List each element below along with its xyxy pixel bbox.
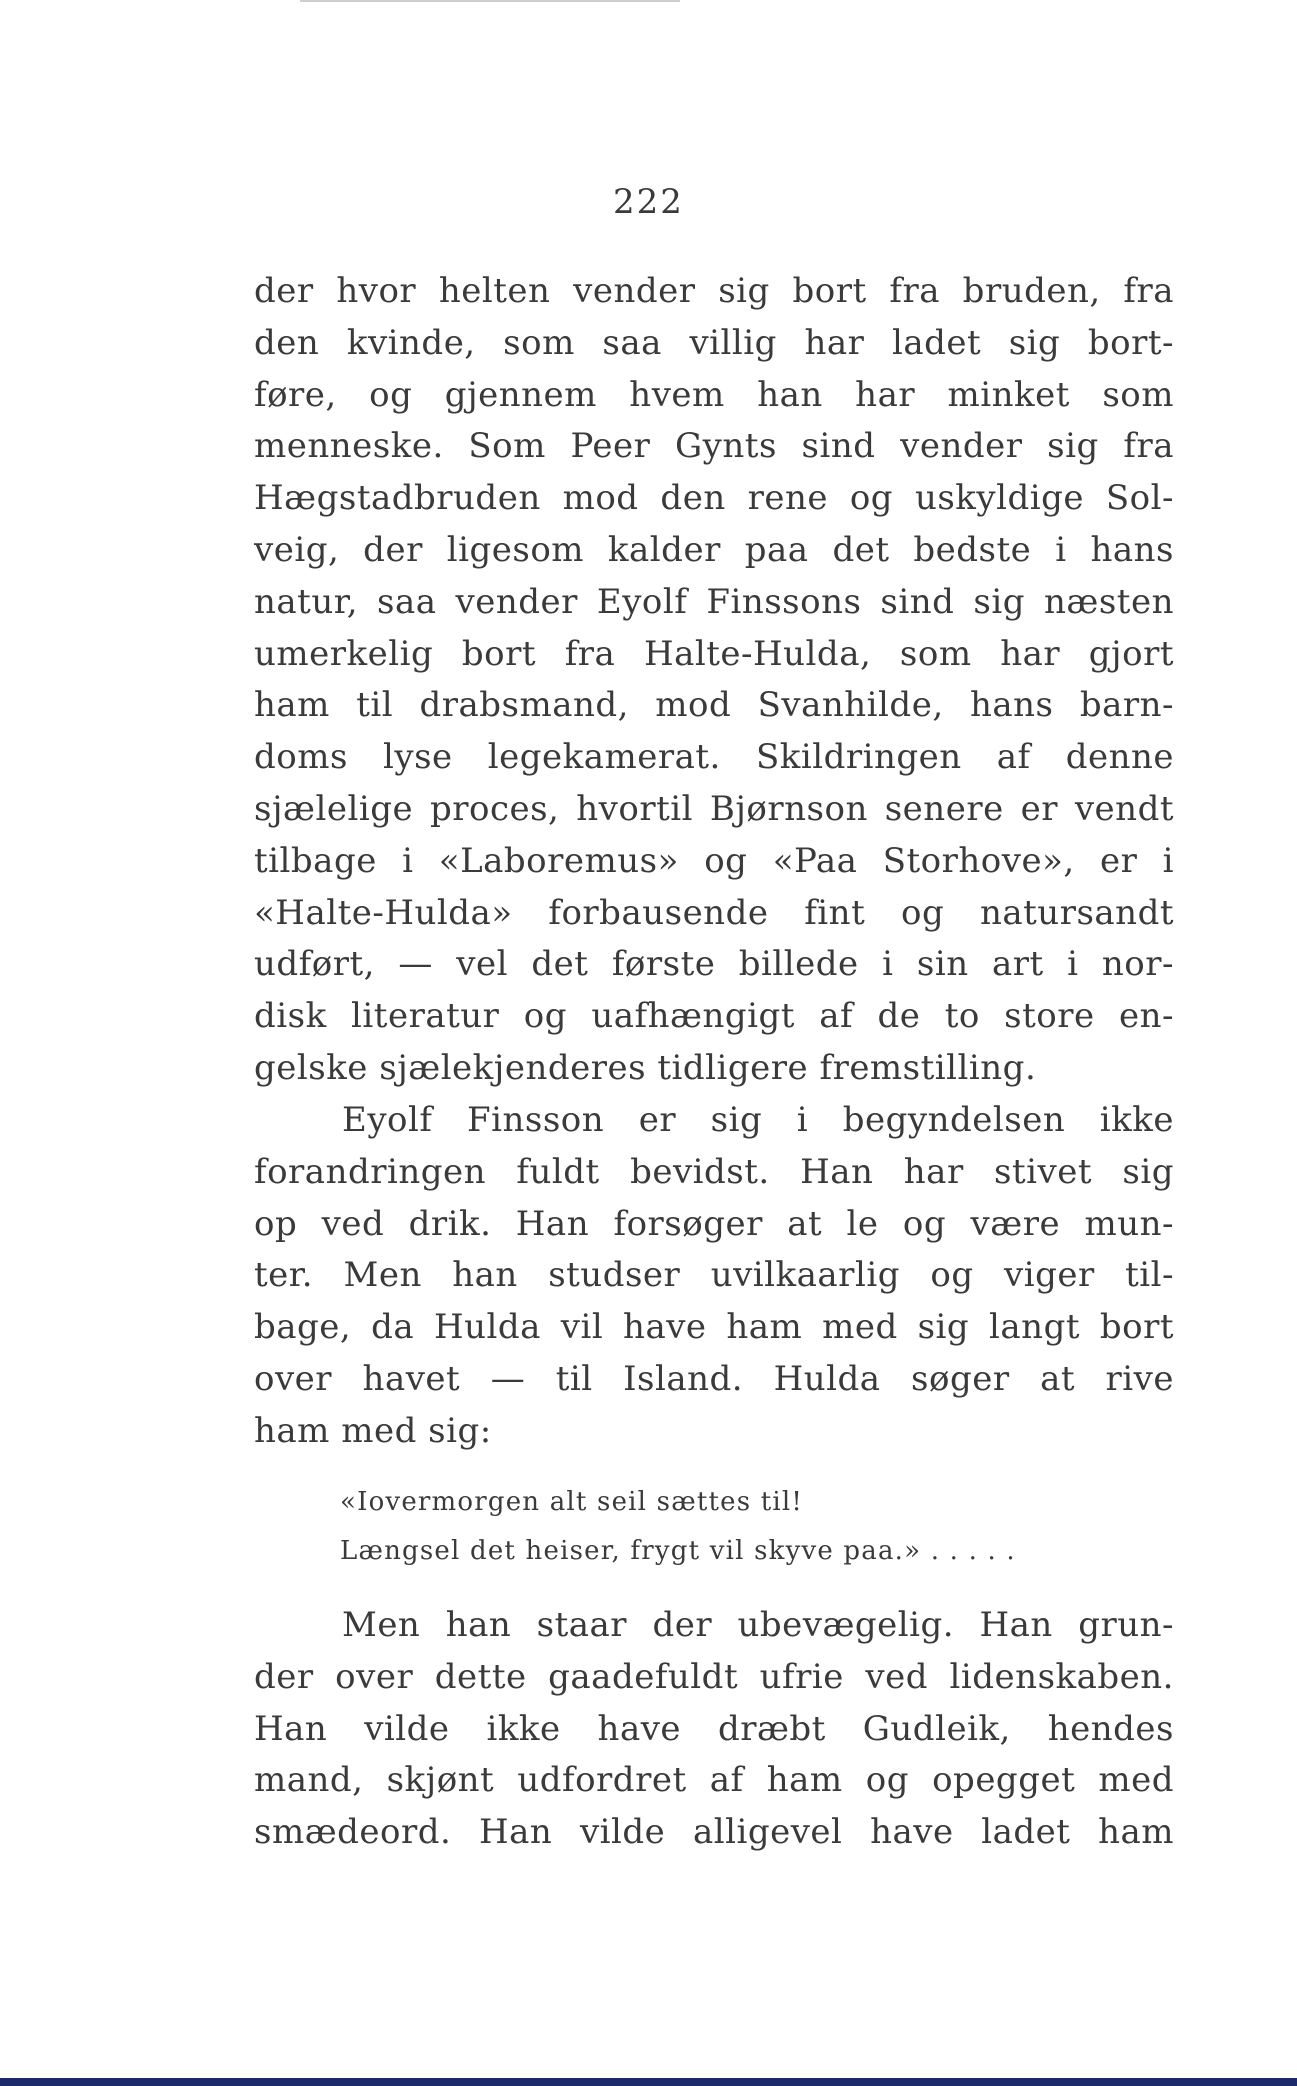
text-line: ham med sig: [254, 1410, 492, 1451]
text-line: sjælelige proces, hvortil Bjørnson senere er vendt [254, 788, 1174, 829]
text-line: op ved drik. Han forsøger at le og være mun- [254, 1203, 1174, 1244]
paragraph-1 [254, 266, 1174, 1095]
text-line: der over dette gaadefuldt ufrie ved lidenskaben. [254, 1656, 1174, 1697]
text-line: umerkelig bort fra Halte-Hulda, som har gjort [254, 633, 1174, 674]
text-line: ter. Men han studser uvilkaarlig og viger til- [254, 1255, 1174, 1296]
text-line: mand, skjønt udfordret af ham og opegget med [254, 1760, 1174, 1801]
text-line: Men han staar der ubevægelig. Han grun- [342, 1605, 1174, 1645]
text-line: natur, saa vender Eyolf Finssons sind sig næsten [254, 581, 1174, 622]
verse-line: Længsel det heiser, frygt vil skyve paa.» . . . . . [340, 1536, 1016, 1566]
text-line: gelske sjælekjenderes tidligere fremstilling. [254, 1047, 1037, 1088]
paragraph-2 [254, 1095, 1174, 1458]
text-line: disk literatur og uafhængigt af de to store en- [254, 996, 1174, 1037]
text-line: smædeord. Han vilde alligevel have ladet ham [254, 1812, 1174, 1853]
text-line: «Halte-Hulda» forbausende fint og natursandt [254, 892, 1174, 933]
text-line: over havet — til Island. Hulda søger at rive [254, 1358, 1174, 1399]
verse-line: «Iovermorgen alt seil sættes til! [340, 1487, 804, 1517]
text-line: ham til drabsmand, mod Svanhilde, hans barn- [254, 685, 1174, 726]
text-line: tilbage i «Laboremus» og «Paa Storhove», er i [254, 840, 1174, 881]
paragraph-3 [254, 1600, 1174, 1859]
verse-quote [340, 1478, 1140, 1576]
page-number: 222 [613, 182, 684, 222]
text-line: Eyolf Finsson er sig i begyndelsen ikke [342, 1100, 1174, 1140]
text-line: forandringen fuldt bevidst. Han har stivet sig [254, 1151, 1174, 1192]
text-line: veig, der ligesom kalder paa det bedste i hans [254, 529, 1174, 570]
text-line: doms lyse legekamerat. Skildringen af denne [254, 737, 1174, 778]
text-line: menneske. Som Peer Gynts sind vender sig fra [254, 426, 1174, 467]
text-line: den kvinde, som saa villig har ladet sig bort- [254, 322, 1174, 363]
text-line: bage, da Hulda vil have ham med sig langt bort [254, 1307, 1174, 1348]
text-line: der hvor helten vender sig bort fra bruden, fra [254, 271, 1174, 311]
text-line: udført, — vel det første billede i sin art i nor- [254, 944, 1174, 985]
top-rule [300, 0, 680, 2]
scan-edge-band [0, 2078, 1297, 2086]
text-line: føre, og gjennem hvem han har minket som [254, 374, 1174, 415]
text-line: Hægstadbruden mod den rene og uskyldige Sol- [254, 478, 1174, 519]
text-line: Han vilde ikke have dræbt Gudleik, hendes [254, 1708, 1174, 1749]
